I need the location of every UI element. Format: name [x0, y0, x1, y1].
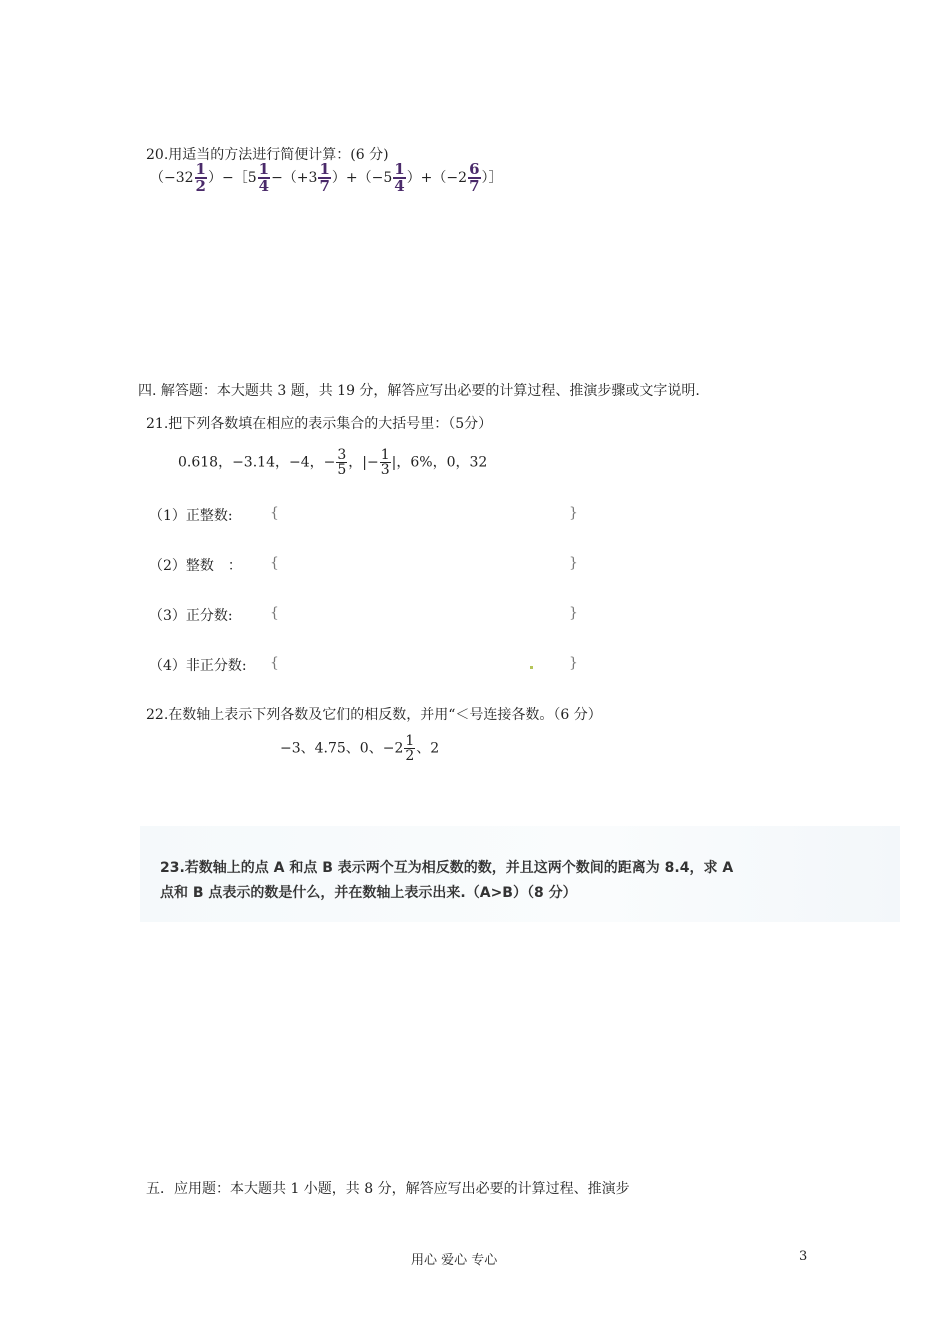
section4-heading: 四. 解答题：本大题共 3 题，共 19 分，解答应写出必要的计算过程、推演步骤或文字说明. [138, 383, 700, 399]
numbers-text-c: |，6%，0，32 [391, 454, 488, 471]
fraction-6-7: $\frac{6}{7}$ [469, 160, 480, 195]
set-row-positive-fractions [149, 605, 589, 625]
close-brace: } [569, 555, 578, 571]
q23-line-2: 点和 B 点表示的数是什么，并在数轴上表示出来.（A>B）（8 分） [160, 885, 577, 901]
expr-part-2: ）−［5 [207, 170, 257, 186]
expr-part-1: （−32 [150, 170, 194, 186]
stray-dot [530, 666, 533, 669]
numbers-text-a: 0.618，−3.14，−4，− [178, 454, 336, 471]
expr-part-4: ）+（−5 [331, 170, 393, 186]
fraction-1-7: $\frac{1}{7}$ [319, 160, 330, 195]
q20-expression [150, 162, 503, 194]
open-brace: { [270, 555, 279, 571]
set-label: （2）整数 ： [149, 558, 242, 574]
open-brace: { [270, 505, 279, 521]
expr-part-5: ）+（−2 [406, 170, 468, 186]
fraction-3-5: $\frac{3}{5}$ [337, 447, 347, 478]
section5-heading: 五．应用题：本大题共 1 小题，共 8 分，解答应写出必要的计算过程、推演步 [146, 1181, 630, 1197]
fraction-1-4: $\frac{1}{4}$ [258, 160, 270, 195]
close-brace: } [569, 605, 578, 621]
q23-line-1: 23.若数轴上的点 A 和点 B 表示两个互为相反数的数，并且这两个数间的距离为 8.4，求 A [160, 860, 734, 876]
footer-center: 用心 爱心 专心 [411, 1253, 498, 1268]
numbers-text-b: ，|− [348, 454, 379, 471]
q21-numbers [178, 448, 487, 477]
open-brace: { [270, 605, 279, 621]
page-number: 3 [799, 1249, 808, 1264]
fraction-1-2: $\frac{1}{2}$ [195, 160, 206, 195]
expr-part-3: −（+3 [271, 170, 318, 186]
close-brace: } [569, 655, 578, 671]
q20-title: 20.用适当的方法进行简便计算：(6 分) [146, 147, 389, 163]
q22-numbers-a: −3、4.75、0、−2 [280, 740, 404, 757]
set-row-positive-integers [149, 505, 589, 525]
expr-part-6: ）］ [481, 170, 503, 186]
close-brace: } [569, 505, 578, 521]
set-row-non-positive-fractions [149, 655, 589, 675]
set-label: （3）正分数: [149, 608, 233, 624]
q22-numbers-b: 、2 [416, 740, 440, 757]
set-label: （4）非正分数: [149, 658, 247, 674]
set-row-integers [149, 555, 589, 575]
q21-title: 21.把下列各数填在相应的表示集合的大括号里：（5分） [146, 416, 493, 432]
open-brace: { [270, 655, 279, 671]
q22-numbers [280, 734, 439, 763]
fraction-1-3: $\frac{1}{3}$ [380, 447, 390, 478]
fraction-1-2b: $\frac{1}{2}$ [405, 733, 415, 764]
q22-title: 22.在数轴上表示下列各数及它们的相反数，并用“＜号连接各数。（6 分） [146, 707, 602, 723]
fraction-1-4b: $\frac{1}{4}$ [394, 160, 405, 195]
set-label: （1）正整数: [149, 508, 233, 524]
